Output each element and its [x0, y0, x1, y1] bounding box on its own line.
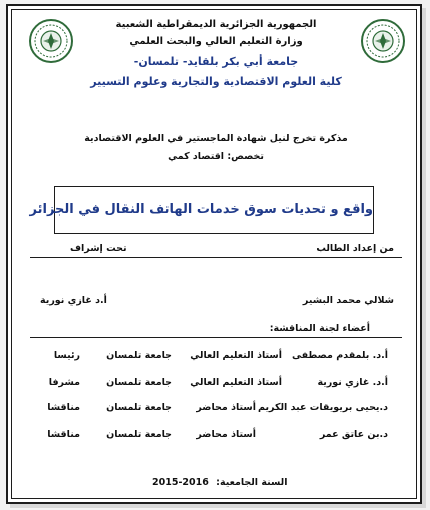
member-role: مشرفا: [48, 377, 80, 388]
academic-year: [152, 478, 288, 488]
divider-line: [30, 257, 402, 258]
committee-row: [38, 350, 388, 364]
university-emblem-icon: [360, 18, 406, 64]
member-name: أ.د. غازي نورية: [317, 377, 388, 388]
member-affiliation: جامعة تلمسان: [106, 350, 172, 361]
member-affiliation: جامعة تلمسان: [106, 402, 172, 413]
faculty-line: كلية العلوم الاقتصادية والتجارية وعلوم التسيير: [90, 75, 342, 88]
member-rank: أستاذ التعليم العالي: [190, 350, 282, 361]
student-label: من إعداد الطالب: [316, 243, 394, 254]
thesis-title-box: [29, 186, 374, 234]
specialty-line: تخصص: اقتصاد كمي: [168, 151, 264, 162]
member-affiliation: جامعة تلمسان: [106, 377, 172, 388]
member-name: أ.د. بلمقدم مصطفى: [291, 350, 388, 361]
member-name: د.يحيى بريويقات عبد الكريم: [258, 402, 388, 413]
academic-year-value: 2015-2016: [152, 477, 209, 488]
member-role: مناقشا: [47, 402, 80, 413]
committee-row: [38, 429, 388, 443]
member-affiliation: جامعة تلمسان: [106, 429, 172, 440]
thesis-title: واقع و تحديات سوق خدمات الهاتف النقال في الجزائر: [29, 202, 373, 217]
university-emblem-icon: [28, 18, 74, 64]
member-rank: أستاذ محاضر: [196, 402, 256, 413]
republic-line: الجمهورية الجزائرية الديمقراطية الشعبية: [115, 19, 317, 30]
divider-line: [30, 337, 402, 338]
member-role: رئيسا: [53, 350, 80, 361]
supervisor-name: أ.د غازي نورية: [40, 295, 107, 306]
committee-row: [38, 402, 388, 416]
document-page: [6, 4, 422, 504]
committee-row: [38, 377, 388, 391]
memo-line: مذكرة تخرج لنيل شهادة الماجستير في العلوم الاقتصادية: [84, 133, 348, 144]
committee-label: أعضاء لجنة المناقشة:: [269, 323, 370, 334]
member-role: مناقشا: [47, 429, 80, 440]
ministry-line: وزارة التعليم العالي والبحث العلمي: [129, 36, 303, 47]
member-name: د.بن عاتق عمر: [319, 429, 388, 440]
university-line: جامعة أبي بكر بلقايد- تلمسان-: [133, 55, 299, 68]
student-name: شلالي محمد البشير: [302, 295, 394, 306]
member-rank: أستاذ محاضر: [196, 429, 256, 440]
academic-year-label: السنة الجامعية:: [216, 477, 288, 488]
member-rank: أستاذ التعليم العالي: [190, 377, 282, 388]
supervisor-label: تحت إشراف: [70, 243, 127, 254]
